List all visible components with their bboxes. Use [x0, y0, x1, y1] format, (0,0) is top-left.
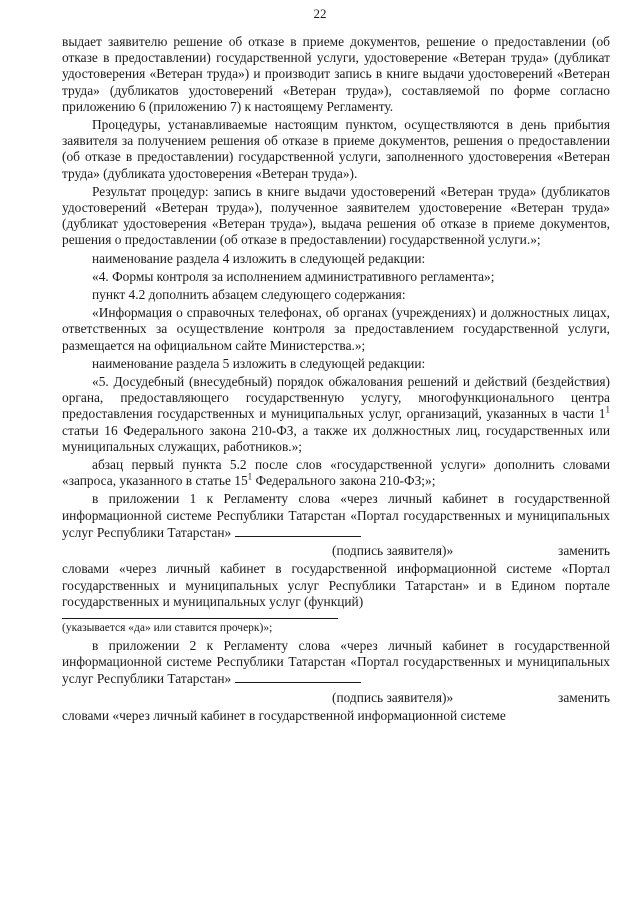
paragraph-result: Результат процедур: запись в книге выдачи удостоверений «Ветеран труда» (дубликатов удостоверений «Ветеран труда»), полученное заявителем удостоверение «Ветеран труда» (дубликат удостоверения «Ветеран труда»), выдача решения об отказе в приеме документов, решения о предоставлении (об отказе в предоставлении) государственной услуги.»;: [62, 183, 610, 248]
paragraph-appendix2-continuation: словами «через личный кабинет в государственной информационной системе: [62, 707, 506, 723]
replace-word: заменить: [558, 689, 610, 705]
paragraph-point-5-2: абзац первый пункта 5.2 после слов «государственной услуги» дополнить словами «запроса, указанного в статье $15^1$ Федерального закона 210-ФЗ;»;: [62, 457, 610, 489]
paragraph-section5-name: наименование раздела 5 изложить в следующей редакции:: [92, 355, 426, 371]
paragraph-point-4-2: пункт 4.2 дополнить абзацем следующего содержания:: [92, 287, 406, 303]
paragraph-section4-name: наименование раздела 4 изложить в следующей редакции:: [92, 250, 426, 266]
replace-word: заменить: [558, 543, 610, 559]
signature-blank: [235, 524, 361, 537]
paragraph-info-phones: «Информация о справочных телефонах, об органах (учреждениях) и должностных лицах, ответственных за осуществление контроля за предоставлением государственной услуги, размещается на официальном сайте Министерства.»;: [62, 305, 610, 353]
paragraph-section5-title: «5. Досудебный (внесудебный) порядок обжалования решений и действий (бездействия) органа, предоставляющего государственную услугу, многофункционального центра предоставления государственных и муниципальных услуг, организаций, указанных в части $1^1$ статьи 16 Федерального закона 210-ФЗ, а также их должностных лиц, государственных или муниципальных служащих, работников.»;: [62, 374, 610, 454]
paragraph-procedures: Процедуры, устанавливаемые настоящим пунктом, осуществляются в день прибытия заявителя за получением решения об отказе в приеме документов, решения о предоставлении (об отказе в предоставлении) государственной услуги, заполненного удостоверения «Ветеран труда» (дубликата удостоверения «Ветеран труда»).: [62, 117, 610, 181]
paragraph-appendix2: в приложении 2 к Регламенту слова «через личный кабинет в государственной информационной системе Республики Татарстан «Портал государственных и муниципальных услуг Республики Татарстан»: [62, 637, 610, 687]
paragraph-appendix1: в приложении 1 к Регламенту слова «через личный кабинет в государственной информационной системе Республики Татарстан «Портал государственных и муниципальных услуг Республики Татарстан»: [62, 491, 610, 540]
document-body: [62, 34, 610, 726]
paragraph-section4-title: «4. Формы контроля за исполнением административного регламента»;: [92, 268, 495, 284]
signature-caption-row: [62, 690, 610, 706]
signature-caption-row: [62, 543, 610, 559]
paragraph-appendix1-continuation: словами «через личный кабинет в государственной информационной системе «Портал государственных и муниципальных услуг Республики Татарстан» и в Едином портале государственных и муниципальных услуг (функций): [62, 561, 610, 609]
signature-caption: (подпись заявителя)»: [332, 689, 454, 705]
signature-blank: [235, 670, 361, 683]
footnote: (указывается «да» или ставится прочерк)»;: [62, 621, 273, 634]
signature-caption: (подпись заявителя)»: [332, 543, 454, 559]
page-number: 22: [313, 6, 327, 21]
footnote-divider: [62, 618, 338, 619]
paragraph-decision-issue: выдает заявителю решение об отказе в приеме документов, решение о предоставлении (об отказе в предоставлении) государственной услуги, удостоверение «Ветеран труда» (дубликат удостоверения «Ветеран труда») и производит запись в книге выдачи удостоверений «Ветеран труда» (дубликатов удостоверений «Ветеран труда»), составляемой по форме согласно приложению 6 (приложению 7) к настоящему Регламенту.: [62, 34, 610, 114]
